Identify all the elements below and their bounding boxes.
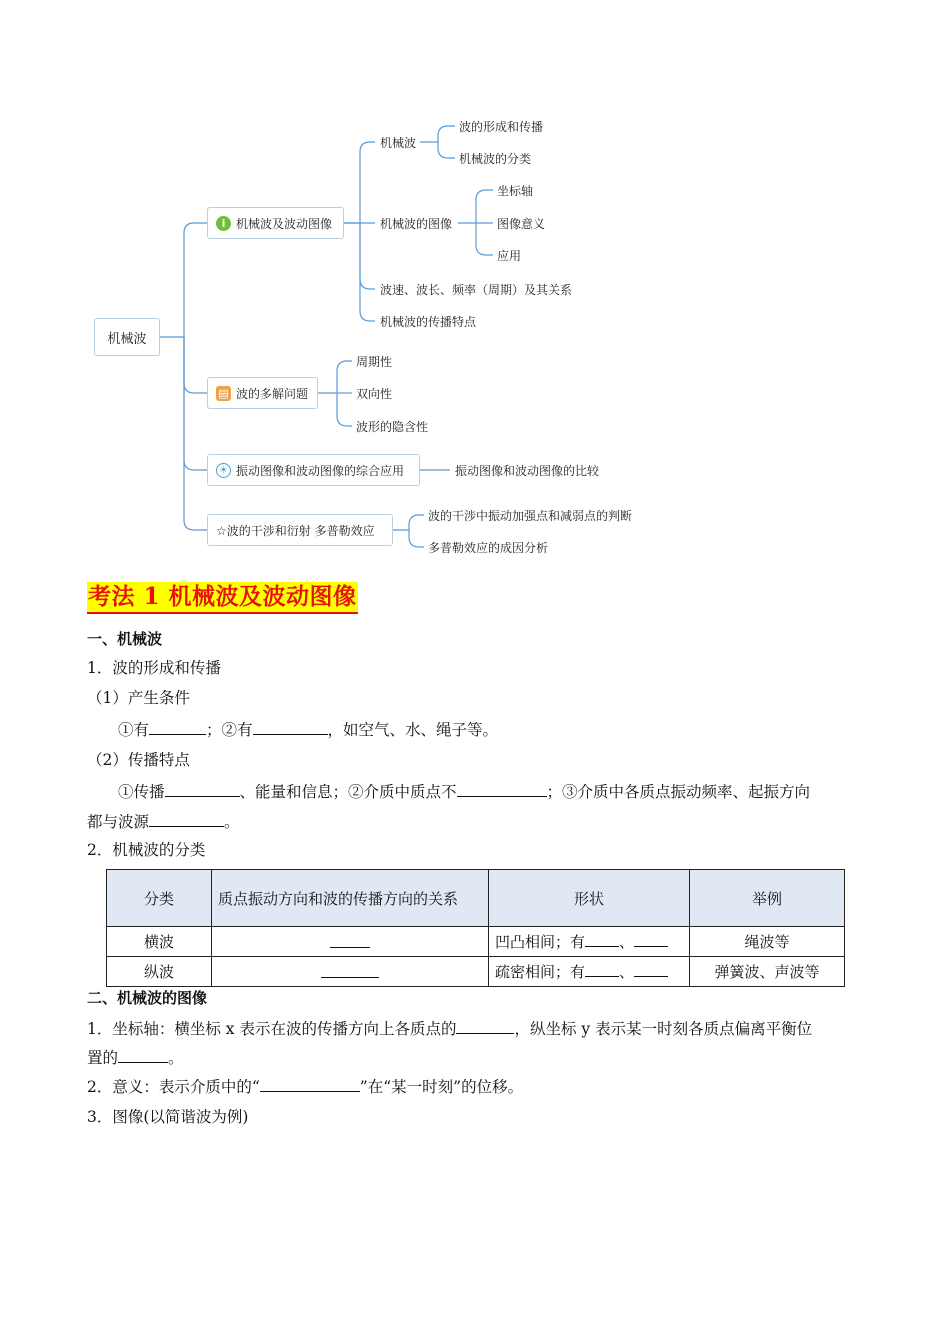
text: 凹凸相间；有 [495,933,586,951]
mindmap-node: 图像意义 [497,217,546,231]
printer-icon: ▤ [216,386,231,401]
text: ；③介质中各质点振动频率、起振方向 [546,783,811,801]
mind-map [0,0,950,570]
fill-blank[interactable] [585,931,619,947]
mindmap-node: 波的干涉中振动加强点和减弱点的判断 [428,509,633,523]
branch-label: 波的多解问题 [236,386,309,401]
section-title: 考法 1 机械波及波动图像 [87,582,358,614]
text: 1．坐标轴：横坐标 x 表示在波的传播方向上各质点的 [87,1020,457,1038]
text: 2．意义：表示介质中的“ [87,1078,260,1096]
mindmap-root-label: 机械波 [107,331,147,347]
mindmap-node: 多普勒效应的成因分析 [428,541,549,555]
mindmap-branch-4 [207,514,393,546]
part1-item1: 1．波的形成和传播 [87,659,221,677]
table-cell [489,957,690,987]
table-header-cell: 形状 [489,870,690,927]
table-cell: 横波 [107,927,212,957]
wave-classification-table [106,869,845,987]
mindmap-node: 周期性 [356,355,393,369]
table-cell: 弹簧波、声波等 [690,957,845,987]
text: 、能量和信息；②介质中质点不 [239,783,457,801]
info-icon: i [216,216,231,231]
table-cell [212,957,489,987]
part1-item2: 2．机械波的分类 [87,841,206,859]
part2-item1 [87,1018,812,1039]
mindmap-node: 波的形成和传播 [459,120,544,134]
fill-blank[interactable] [330,932,370,948]
mindmap-branch-2 [207,377,318,409]
text: ①有 [118,721,150,739]
table-row [107,927,845,957]
part1-sub1: （1）产生条件 [87,689,190,707]
fill-blank[interactable] [253,719,328,735]
part1-sub2-line-2 [87,811,240,832]
fill-blank[interactable] [118,1047,168,1063]
mindmap-node: 机械波的图像 [380,217,453,231]
text: 疏密相间；有 [495,963,586,981]
fill-blank[interactable] [149,719,206,735]
mindmap-node: 波速、波长、频率（周期）及其关系 [380,283,573,297]
connector [160,223,207,337]
branch-label: ☆波的干涉和衍射 多普勒效应 [216,523,375,538]
text: 、 [619,933,635,951]
part1-sub2-line [118,781,810,802]
fill-blank[interactable] [321,962,379,978]
table-cell: 纵波 [107,957,212,987]
mindmap-node: 应用 [497,249,522,263]
part1-heading: 一、机械波 [87,630,163,648]
fill-blank[interactable] [457,781,547,797]
branch-label: 振动图像和波动图像的综合应用 [236,463,405,478]
table-header-cell: 分类 [107,870,212,927]
connector [184,337,207,530]
part2-heading: 二、机械波的图像 [87,989,208,1007]
table-header-cell: 质点振动方向和波的传播方向的关系 [212,870,489,927]
branch-label: 机械波及波动图像 [236,216,333,231]
table-cell [212,927,489,957]
text: ”在“某一时刻”的位移。 [359,1078,524,1096]
text: 。 [224,813,240,831]
fill-blank[interactable] [165,781,240,797]
mindmap-node: 坐标轴 [497,184,534,198]
fill-blank[interactable] [634,931,668,947]
table-cell: 绳波等 [690,927,845,957]
mindmap-node: 振动图像和波动图像的比较 [455,464,600,478]
text: ；②有 [206,721,253,739]
table-header-cell: 举例 [690,870,845,927]
lightbulb-icon: ☀ [216,463,231,478]
text: 。 [168,1049,184,1067]
text: ①传播 [118,783,165,801]
connector [184,337,207,470]
text: 都与波源 [87,813,150,831]
table-row [107,957,845,987]
part1-sub1-line [118,719,498,740]
part2-item2 [87,1076,523,1097]
fill-blank[interactable] [149,811,224,827]
text: 、 [619,963,635,981]
text: 置的 [87,1049,119,1067]
fill-blank[interactable] [260,1076,360,1092]
text: ，如空气、水、绳子等。 [327,721,499,739]
fill-blank[interactable] [634,961,668,977]
text: ，纵坐标 y 表示某一时刻各质点偏离平衡位 [514,1020,813,1038]
mindmap-node: 机械波 [380,136,417,150]
fill-blank[interactable] [456,1018,514,1034]
table-cell [489,927,690,957]
mindmap-node: 机械波的分类 [459,152,532,166]
mindmap-branch-3 [207,454,420,486]
part2-item1-cont [87,1047,184,1068]
mindmap-root [94,318,160,356]
mindmap-node: 双向性 [356,387,393,401]
part1-sub2: （2）传播特点 [87,751,190,769]
connector [184,337,207,393]
part2-item3: 3．图像(以简谐波为例) [87,1108,249,1126]
fill-blank[interactable] [585,961,619,977]
mindmap-branch-1 [207,207,344,239]
table-header-row [107,870,845,927]
mindmap-node: 波形的隐含性 [356,420,429,434]
mindmap-node: 机械波的传播特点 [380,315,477,329]
